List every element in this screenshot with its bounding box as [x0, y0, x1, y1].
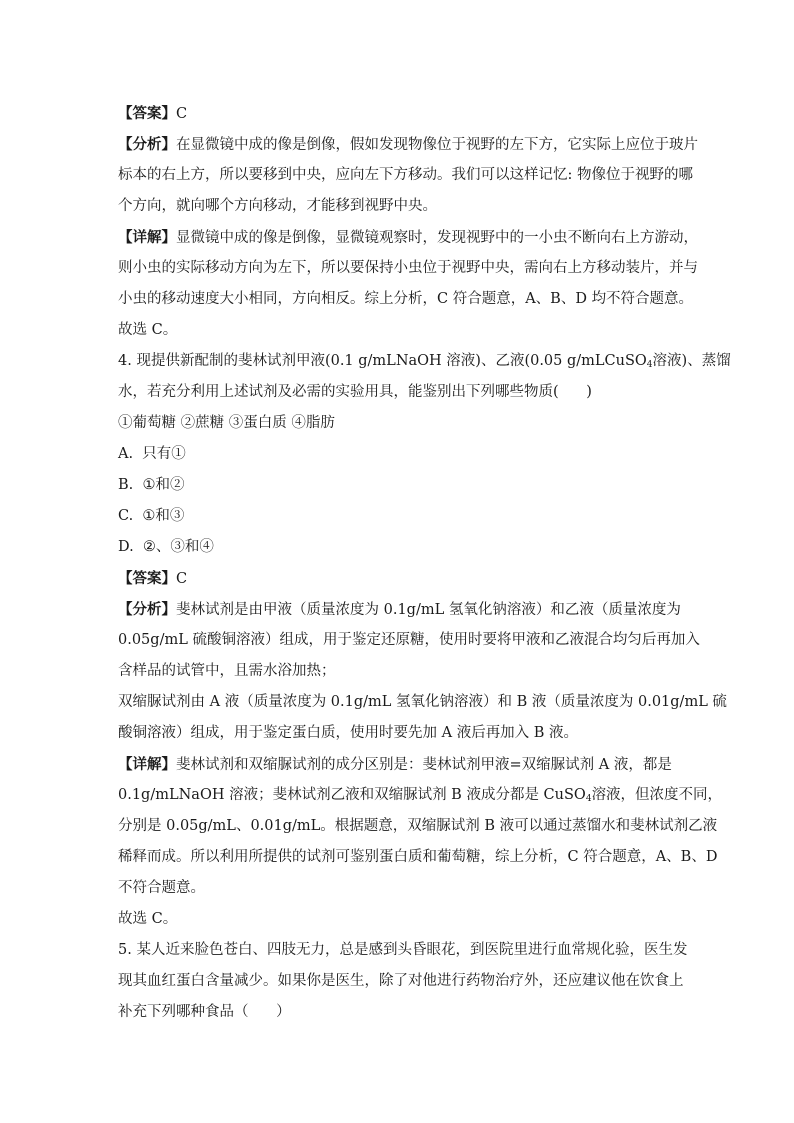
q3-analysis-line: 个方向，就向哪个方向移动，才能移到视野中央。 [118, 198, 437, 214]
q5-stem-line: 5. 某人近来脸色苍白、四肢无力，总是感到头昏眼花，到医院里进行血常规化验，医生发 [118, 942, 688, 958]
q4-detail-line: 稀释而成。所以利用所提供的试剂可鉴别蛋白质和葡萄糖，综上分析，C 符合题意，A、B、D [118, 849, 718, 865]
detail-text: 0.1g/mLNaOH 溶液；斐林试剂乙液和双缩脲试剂 B 液成分都是 CuSO [118, 787, 586, 803]
q3-answer-line [118, 98, 698, 129]
analysis-tag: 【分析】 [118, 601, 176, 618]
detail-text: 斐林试剂和双缩脲试剂的成分区别是：斐林试剂甲液=双缩脲试剂 A 液，都是 [176, 757, 672, 773]
answer-tag: 【答案】 [118, 570, 176, 587]
q3-detail-line: 则小虫的实际移动方向为左下，所以要保持小虫位于视野中央，需向右上方移动装片，并与 [118, 260, 698, 276]
q4-stem-line [118, 346, 731, 377]
q4-detail-line: 分别是 0.05g/mL、0.01g/mL。根据题意，双缩脲试剂 B 液可以通过蒸馏水和斐林试剂乙液 [118, 818, 718, 834]
q4-option-c: C. ①和③ [118, 508, 185, 524]
q4-analysis-line: 酸铜溶液）组成，用于鉴定蛋白质，使用时要先加 A 液后再加入 B 液。 [118, 725, 579, 741]
analysis-tag: 【分析】 [118, 136, 176, 153]
q4-stem-text: 4. 现提供新配制的斐林试剂甲液(0.1 g/mLNaOH 溶液)、乙液(0.05 g/mLCuSO [118, 353, 647, 369]
q4-analysis-line: 含样品的试管中，且需水浴加热； [118, 663, 336, 679]
detail-tag: 【详解】 [118, 229, 176, 246]
q4-detail-line [118, 749, 698, 780]
subscript: 4 [646, 360, 653, 370]
q3-conclusion: 故选 C。 [118, 322, 178, 338]
document-content [118, 98, 731, 1028]
q3-detail-line [118, 222, 698, 253]
q4-analysis-line: 0.05g/mL 硫酸铜溶液）组成，用于鉴定还原糖，使用时要将甲液和乙液混合均匀后再加入 [118, 632, 700, 648]
q4-detail-line: 不符合题意。 [118, 880, 205, 896]
q5-stem-line: 补充下列哪种食品（ ） [118, 1004, 291, 1020]
q4-stem-line: 水，若充分利用上述试剂及必需的实验用具，能鉴别出下列哪些物质( ) [118, 384, 592, 400]
detail-text: 显微镜中成的像是倒像，显微镜观察时，发现视野中的一小虫不断向右上方游动， [176, 230, 698, 246]
q3-detail-line: 小虫的移动速度大小相同，方向相反。综上分析，C 符合题意，A、B、D 均不符合题意。 [118, 291, 694, 307]
answer-value: C [176, 106, 188, 122]
q5-stem-line: 现其血红蛋白含量减少。如果你是医生，除了对他进行药物治疗外，还应建议他在饮食上 [118, 973, 684, 989]
answer-value: C [176, 571, 188, 587]
analysis-text: 斐林试剂是由甲液（质量浓度为 0.1g/mL 氢氧化钠溶液）和乙液（质量浓度为 [176, 602, 681, 618]
q4-option-b: B. ①和② [118, 477, 185, 493]
q4-detail-line [118, 780, 723, 811]
q4-answer-line [118, 563, 698, 594]
q4-option-d: D. ②、③和④ [118, 539, 214, 555]
answer-tag: 【答案】 [118, 105, 176, 122]
detail-tag: 【详解】 [118, 756, 176, 773]
detail-text: 溶液，但浓度不同， [591, 787, 723, 803]
analysis-text: 在显微镜中成的像是倒像，假如发现物像位于视野的左下方，它实际上应位于玻片 [176, 137, 698, 153]
q3-analysis-line [118, 129, 698, 160]
q4-option-a: A. 只有① [118, 446, 186, 462]
q4-analysis-line [118, 594, 698, 625]
q4-items: ①葡萄糖 ②蔗糖 ③蛋白质 ④脂肪 [118, 415, 335, 431]
q4-analysis-line: 双缩脲试剂由 A 液（质量浓度为 0.1g/mL 氢氧化钠溶液）和 B 液（质量浓度为 0.01g/mL 硫 [118, 694, 727, 710]
q3-analysis-line: 标本的右上方，所以要移到中央，应向左下方移动。我们可以这样记忆: 物像位于视野的哪 [118, 167, 693, 183]
q4-conclusion: 故选 C。 [118, 911, 178, 927]
subscript: 4 [585, 794, 592, 804]
q4-stem-text: 溶液)、蒸馏 [652, 353, 731, 369]
